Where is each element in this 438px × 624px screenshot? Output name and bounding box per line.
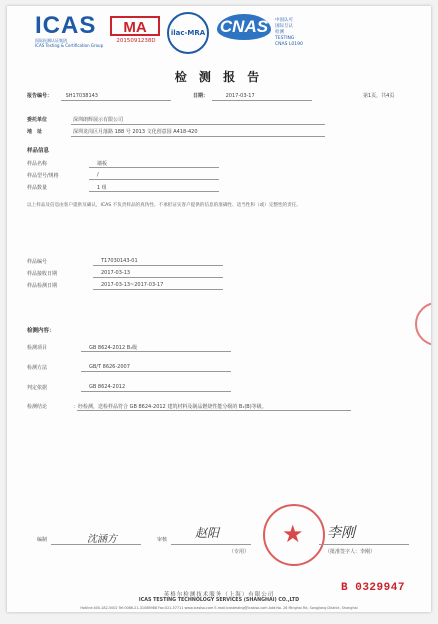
test-method-underline bbox=[81, 371, 231, 372]
approver-underline bbox=[319, 544, 409, 545]
sample-no-label: 样品编号 bbox=[27, 259, 48, 265]
sample-name-label: 样品名称 bbox=[27, 161, 48, 167]
sample-qty-label: 样品数量 bbox=[27, 185, 48, 191]
serial-prefix: B bbox=[341, 582, 349, 594]
conclusion-underline bbox=[77, 410, 351, 411]
receive-date-label: 样品接收日期 bbox=[27, 271, 58, 277]
reviewer-label: 审核 bbox=[157, 537, 168, 543]
cnas-accreditation-text bbox=[275, 18, 335, 48]
sample-qty-underline bbox=[89, 191, 219, 192]
test-item-label: 检测项目 bbox=[27, 345, 48, 351]
cnas-text-line: CNAS L0190 bbox=[275, 42, 303, 47]
approver-signature: 李刚 bbox=[327, 525, 355, 541]
cnas-text-line: 国际互认 bbox=[275, 24, 293, 29]
sample-model-label: 样品型号/规格 bbox=[27, 173, 59, 179]
footer-company-cn: 英格尔检测技术服务（上海）有限公司 bbox=[163, 592, 275, 598]
report-date: 2017-03-17 bbox=[225, 93, 255, 99]
client-address: 深圳龙岗区月落路 188 号 2013 文化创意园 A418-420 bbox=[73, 129, 198, 135]
test-item-underline bbox=[81, 351, 231, 352]
judge-basis-label: 判定依据 bbox=[27, 385, 48, 391]
address-underline bbox=[71, 136, 325, 137]
sample-qty: 1 组 bbox=[97, 185, 107, 191]
sample-no-underline bbox=[93, 265, 223, 266]
cnas-text-line: 中国认可 bbox=[275, 18, 293, 23]
disclaimer-note: 以上样品及信息由客户提供及确认，ICAS 不负责样品的真伪性、不承担证实客户提供的信息的准确性、适当性和（或）完整性的责任。 bbox=[27, 203, 301, 208]
test-date: 2017-03-13~2017-03-17 bbox=[101, 282, 164, 288]
receive-date: 2017-03-13 bbox=[101, 270, 131, 276]
icas-logo-text: ICAS bbox=[35, 12, 97, 39]
icas-logo bbox=[35, 14, 107, 48]
editor-signature: 沈涵方 bbox=[87, 534, 117, 545]
icas-logo-sub-cn: 国际检测认证集团 bbox=[35, 38, 67, 43]
ilac-mra-text: ilac-MRA bbox=[170, 29, 206, 37]
date-underline bbox=[212, 100, 312, 101]
ilac-mra-logo bbox=[167, 12, 209, 54]
edge-seal-stamp bbox=[415, 302, 431, 346]
cma-mark: MA bbox=[110, 16, 160, 36]
editor-label: 编制 bbox=[37, 537, 48, 543]
client-name: 深圳朗辉展示有限公司 bbox=[73, 117, 124, 123]
cnas-text-line: 检测 bbox=[275, 30, 284, 35]
client-underline bbox=[71, 124, 325, 125]
test-date-label: 样品检测日期 bbox=[27, 283, 58, 289]
report-page bbox=[7, 6, 431, 612]
cnas-logo bbox=[217, 14, 273, 50]
sample-name: 墙板 bbox=[97, 161, 108, 167]
address-row bbox=[27, 128, 42, 135]
conclusion: ：经检测，送检样品符合 GB 8624-2012 建筑材料及制品燃烧性能分级的 B₁(B)等级。 bbox=[73, 404, 267, 410]
cma-number: 2015091238D bbox=[116, 38, 156, 44]
sample-no: T17030143-01 bbox=[101, 258, 138, 264]
receive-date-underline bbox=[93, 277, 223, 278]
test-method-label: 检测方法 bbox=[27, 365, 48, 371]
test-method: GB/T 8626-2007 bbox=[89, 364, 130, 370]
judge-basis: GB 8624-2012 bbox=[89, 384, 126, 390]
seal-star-icon: ★ bbox=[282, 520, 304, 548]
report-number-label: 报告编号： bbox=[27, 93, 53, 99]
report-number: SH17038143 bbox=[65, 93, 98, 99]
footer-company-en: ICAS TESTING TECHNOLOGY SERVICES (SHANGHAI) CO.,LTD bbox=[138, 598, 300, 603]
sample-info-title: 样品信息 bbox=[27, 148, 50, 154]
reviewer-signature: 赵阳 bbox=[195, 526, 220, 540]
report-number-underline bbox=[61, 100, 171, 101]
serial-number bbox=[341, 582, 405, 594]
cnas-mark: CNAS bbox=[217, 14, 271, 40]
serial-digits: 0329947 bbox=[355, 582, 405, 594]
icas-logo-sub-en: ICAS Testing & Certification Group bbox=[35, 43, 104, 48]
cnas-text-line: TESTING bbox=[275, 36, 295, 41]
test-content-title: 检测内容： bbox=[27, 328, 55, 334]
approver-label: （批准签字人：李刚） bbox=[325, 549, 376, 555]
company-seal-stamp bbox=[263, 504, 325, 566]
address-label: 地 址 bbox=[27, 129, 43, 135]
report-title: 检 测 报 告 bbox=[174, 70, 264, 84]
footer-address: Hotline:400-182-5002 Tel:0086-21-31088988 Fax:021-57711 www.icasiso.com E-mail:icastesting@icasiso.com Add:No. 26 Minghai Rd, Songjiang District, Shanghai bbox=[80, 606, 358, 610]
report-number-row bbox=[27, 92, 98, 99]
test-item: GB 8624-2012 B₁级 bbox=[89, 345, 138, 351]
judge-basis-underline bbox=[81, 391, 231, 392]
date-label: 日期： bbox=[193, 93, 209, 99]
client-label: 委托单位 bbox=[27, 117, 48, 123]
reviewer-underline bbox=[171, 544, 251, 545]
editor-underline bbox=[51, 544, 141, 545]
sample-name-underline bbox=[89, 167, 219, 168]
cma-logo bbox=[110, 16, 162, 50]
page-info: 第1页，共4页 bbox=[363, 93, 395, 99]
client-row bbox=[27, 116, 47, 123]
test-date-underline bbox=[93, 289, 223, 290]
date-row bbox=[193, 92, 255, 99]
seal-label: （专用） bbox=[229, 549, 250, 555]
sample-model: / bbox=[97, 172, 99, 178]
conclusion-label: 检测结论 bbox=[27, 404, 48, 410]
sample-model-underline bbox=[89, 179, 219, 180]
